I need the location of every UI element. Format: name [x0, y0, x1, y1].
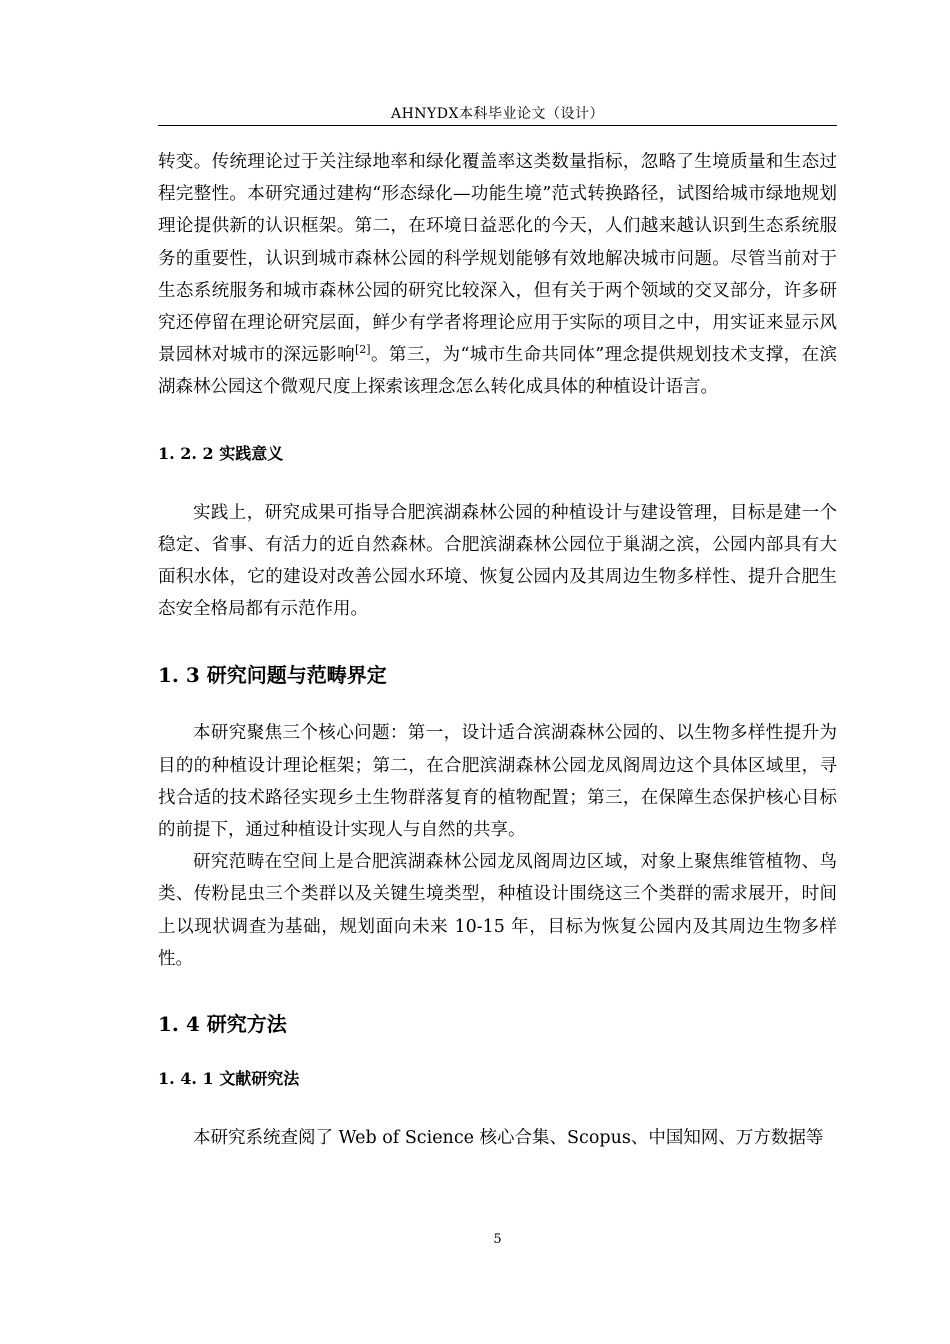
literature-method-paragraph: 本研究系统查阅了 Web of Science 核心合集、Scopus、中国知网、万方数据等: [193, 1128, 824, 1149]
section-heading-1-4: 1. 4 研究方法: [158, 1012, 287, 1037]
intro-text-before-citation: 转变。传统理论过于关注绿地率和绿化覆盖率这类数量指标，忽略了生境质量和生态过程完整性。本研究通过建构“形态绿化—功能生境”范式转换路径，试图给城市绿地规划理论提供新的认识框架。第二，在环境日益恶化的今天，人们越来越认识到生态系统服务的重要性，认识到城市森林公园的科学规划能够有效地解决城市问题。尽管当前对于生态系统服务和城市森林公园的研究比较深入，但有关于两个领域的交叉部分，许多研究还停留在理论研究层面，鲜少有学者将理论应用于实际的项目之中，用实证来显示风景园林对城市的深远影响: [158, 152, 837, 366]
intro-paragraph: [158, 146, 837, 404]
section-heading-1-2-2: 1. 2. 2 实践意义: [158, 443, 284, 463]
research-questions-paragraph: 本研究聚焦三个核心问题：第一，设计适合滨湖森林公园的、以生物多样性提升为目的的种植设计理论框架；第二，在合肥滨湖森林公园龙凤阁周边这个具体区域里，寻找合适的技术路径实现乡土生物群落复育的植物配置；第三，在保障生态保护核心目标的前提下，通过种植设计实现人与自然的共享。: [158, 723, 837, 841]
running-header: AHNYDX本科毕业论文（设计）: [390, 106, 604, 122]
practical-significance-paragraph: 实践上，研究成果可指导合肥滨湖森林公园的种植设计与建设管理，目标是建一个稳定、省事、有活力的近自然森林。合肥滨湖森林公园位于巢湖之滨，公园内部具有大面积水体，它的建设对改善公园水环境、恢复公园内及其周边生物多样性、提升合肥生态安全格局都有示范作用。: [158, 502, 837, 620]
page-body: [158, 146, 837, 1154]
citation-marker: [2]: [355, 343, 371, 357]
page-number: 5: [493, 1232, 502, 1247]
intro-text-after-citation: 。第三，为“城市生命共同体”理念提供规划技术支撑，在滨湖森林公园这个微观尺度上探索该理念怎么转化成具体的种植设计语言。: [158, 345, 837, 398]
header-rule: [158, 125, 837, 126]
section-heading-1-3: 1. 3 研究问题与范畴界定: [158, 663, 387, 688]
research-scope-paragraph: 研究范畴在空间上是合肥滨湖森林公园龙凤阁周边区域，对象上聚焦维管植物、鸟类、传粉昆虫三个类群以及关键生境类型，种植设计围绕这三个类群的需求展开，时间上以现状调查为基础，规划面向未来 10-15 年，目标为恢复公园内及其周边生物多样性。: [158, 852, 837, 969]
section-heading-1-4-1: 1. 4. 1 文献研究法: [158, 1069, 300, 1089]
